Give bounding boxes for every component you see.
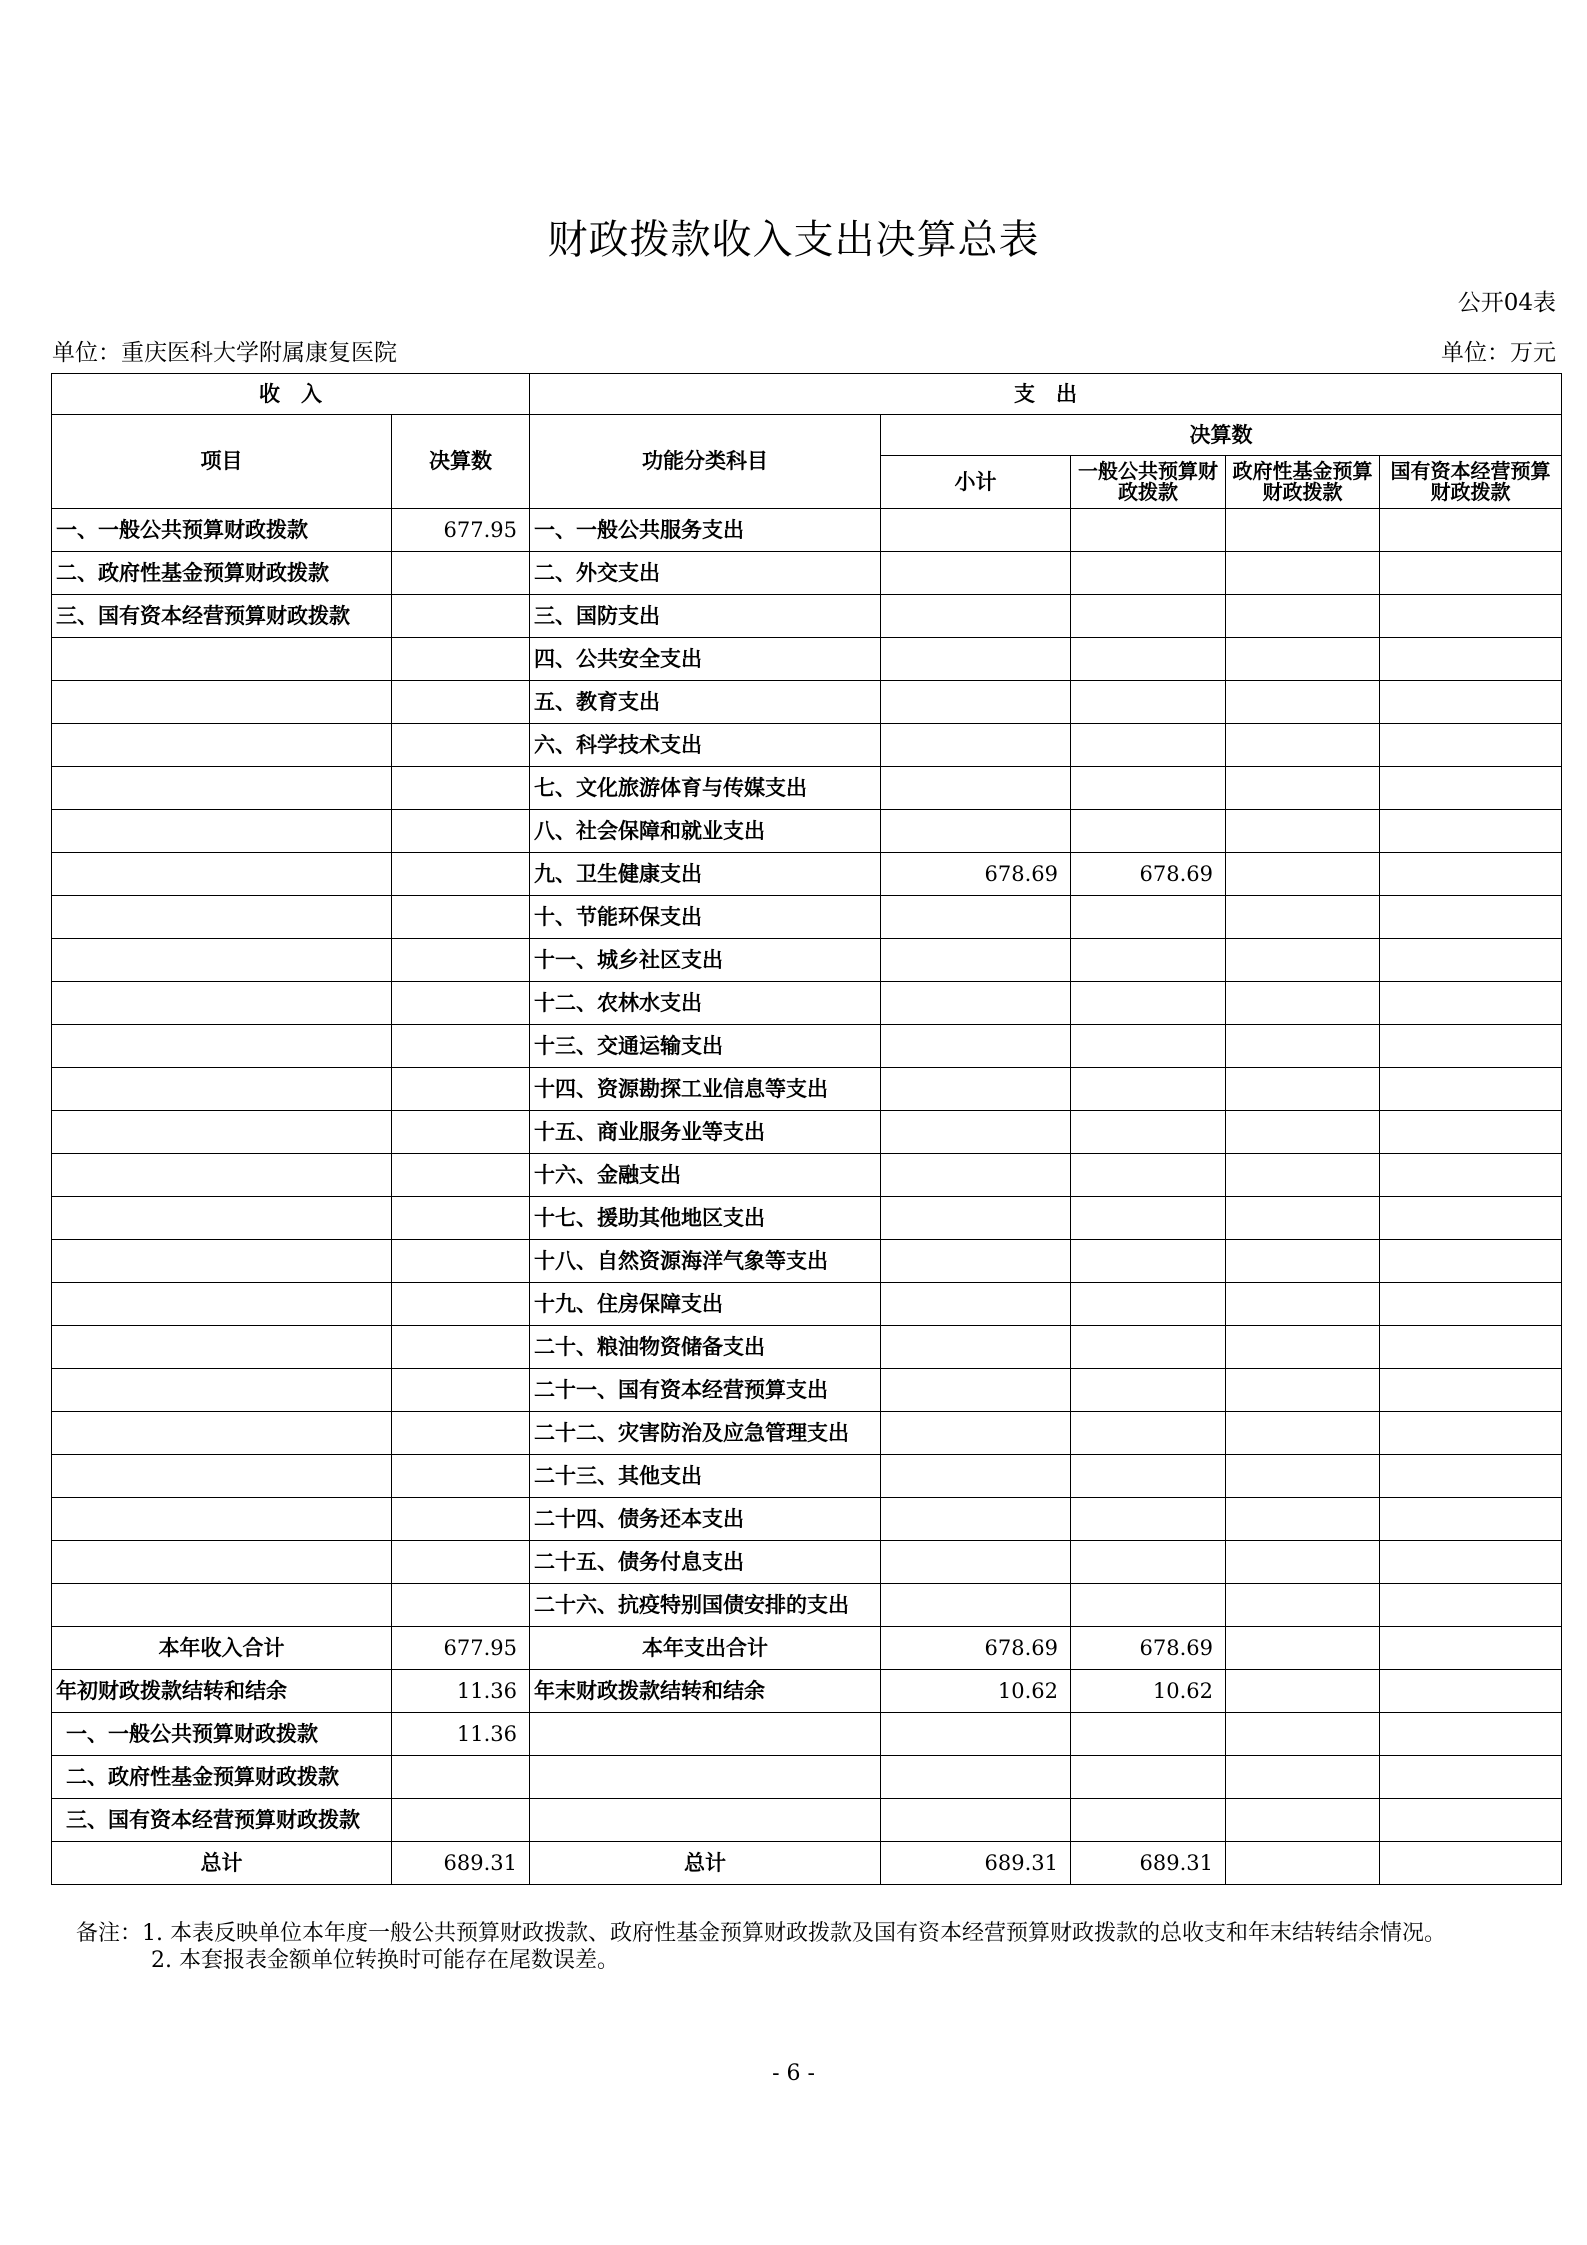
income-item bbox=[52, 1541, 392, 1584]
year-expense-capital bbox=[1380, 1627, 1562, 1670]
income-item bbox=[52, 681, 392, 724]
income-amount bbox=[392, 595, 530, 638]
income-amount bbox=[392, 1240, 530, 1283]
grand-total-out-label: 总计 bbox=[530, 1842, 881, 1885]
expense-capital bbox=[1380, 1412, 1562, 1455]
table-row bbox=[52, 1154, 1562, 1197]
expense-general bbox=[1071, 1498, 1226, 1541]
expense-subtotal bbox=[881, 681, 1071, 724]
begin-balance-amount: 11.36 bbox=[392, 1670, 530, 1713]
expense-subtotal bbox=[881, 1068, 1071, 1111]
expense-capital bbox=[1380, 595, 1562, 638]
year-expense-fund bbox=[1226, 1627, 1380, 1670]
expense-fund bbox=[1226, 1326, 1380, 1369]
year-expense-label: 本年支出合计 bbox=[530, 1627, 881, 1670]
expense-item: 十、节能环保支出 bbox=[530, 896, 881, 939]
expense-fund bbox=[1226, 1197, 1380, 1240]
expense-subtotal: 678.69 bbox=[881, 853, 1071, 896]
begin-general-label: 一、一般公共预算财政拨款 bbox=[52, 1713, 392, 1756]
income-amount bbox=[392, 1541, 530, 1584]
empty-cell bbox=[392, 1799, 530, 1842]
expense-item: 四、公共安全支出 bbox=[530, 638, 881, 681]
expense-capital bbox=[1380, 1025, 1562, 1068]
expense-capital bbox=[1380, 810, 1562, 853]
expense-fund bbox=[1226, 939, 1380, 982]
end-balance-general: 10.62 bbox=[1071, 1670, 1226, 1713]
expense-general bbox=[1071, 681, 1226, 724]
income-item bbox=[52, 1584, 392, 1627]
year-expense-general: 678.69 bbox=[1071, 1627, 1226, 1670]
income-item bbox=[52, 1197, 392, 1240]
expense-subtotal bbox=[881, 1111, 1071, 1154]
expense-general bbox=[1071, 552, 1226, 595]
income-amount bbox=[392, 724, 530, 767]
empty-cell bbox=[1071, 1756, 1226, 1799]
income-amount bbox=[392, 1412, 530, 1455]
expense-subtotal bbox=[881, 1197, 1071, 1240]
expense-fund bbox=[1226, 1068, 1380, 1111]
grand-total-out-fund bbox=[1226, 1842, 1380, 1885]
note-2: 2. 本套报表金额单位转换时可能存在尾数误差。 bbox=[151, 1948, 619, 1973]
expense-subtotal bbox=[881, 595, 1071, 638]
income-item: 一、一般公共预算财政拨款 bbox=[52, 509, 392, 552]
expense-fund bbox=[1226, 552, 1380, 595]
expense-fund bbox=[1226, 1541, 1380, 1584]
expense-subtotal bbox=[881, 1498, 1071, 1541]
expense-capital bbox=[1380, 1498, 1562, 1541]
expense-fund bbox=[1226, 724, 1380, 767]
expense-item: 十四、资源勘探工业信息等支出 bbox=[530, 1068, 881, 1111]
expense-general bbox=[1071, 1111, 1226, 1154]
unit-measure: 单位：万元 bbox=[1441, 340, 1556, 366]
expense-fund bbox=[1226, 982, 1380, 1025]
expense-item: 二十三、其他支出 bbox=[530, 1455, 881, 1498]
expense-general bbox=[1071, 1154, 1226, 1197]
expense-capital bbox=[1380, 1068, 1562, 1111]
grand-total-out-capital bbox=[1380, 1842, 1562, 1885]
table-row bbox=[52, 552, 1562, 595]
year-income-amount: 677.95 bbox=[392, 1627, 530, 1670]
expense-general bbox=[1071, 724, 1226, 767]
empty-cell bbox=[881, 1756, 1071, 1799]
table-row bbox=[52, 595, 1562, 638]
end-balance-fund bbox=[1226, 1670, 1380, 1713]
income-item: 三、国有资本经营预算财政拨款 bbox=[52, 595, 392, 638]
expense-capital bbox=[1380, 1455, 1562, 1498]
table-row bbox=[52, 1283, 1562, 1326]
end-balance-capital bbox=[1380, 1670, 1562, 1713]
expense-item: 六、科学技术支出 bbox=[530, 724, 881, 767]
header-item: 项目 bbox=[52, 415, 392, 509]
income-item bbox=[52, 939, 392, 982]
expense-capital bbox=[1380, 1541, 1562, 1584]
header-subtotal: 小计 bbox=[881, 456, 1071, 509]
expense-general bbox=[1071, 1541, 1226, 1584]
income-amount bbox=[392, 552, 530, 595]
expense-general bbox=[1071, 767, 1226, 810]
income-amount bbox=[392, 681, 530, 724]
expense-general bbox=[1071, 638, 1226, 681]
grand-total-in-amount: 689.31 bbox=[392, 1842, 530, 1885]
expense-item: 二十、粮油物资储备支出 bbox=[530, 1326, 881, 1369]
expense-subtotal bbox=[881, 896, 1071, 939]
table-body bbox=[52, 509, 1562, 1627]
empty-cell bbox=[881, 1799, 1071, 1842]
expense-subtotal bbox=[881, 1455, 1071, 1498]
expense-capital bbox=[1380, 939, 1562, 982]
income-item bbox=[52, 1326, 392, 1369]
income-item bbox=[52, 853, 392, 896]
expense-fund bbox=[1226, 595, 1380, 638]
expense-capital bbox=[1380, 724, 1562, 767]
table-row bbox=[52, 853, 1562, 896]
expense-fund bbox=[1226, 810, 1380, 853]
expense-item: 十二、农林水支出 bbox=[530, 982, 881, 1025]
begin-capital-label: 三、国有资本经营预算财政拨款 bbox=[52, 1799, 392, 1842]
expense-fund bbox=[1226, 853, 1380, 896]
income-item bbox=[52, 1369, 392, 1412]
expense-fund bbox=[1226, 638, 1380, 681]
expense-fund bbox=[1226, 681, 1380, 724]
expense-capital bbox=[1380, 853, 1562, 896]
expense-general bbox=[1071, 595, 1226, 638]
empty-cell bbox=[1226, 1713, 1380, 1756]
header-general-budget: 一般公共预算财政拨款 bbox=[1071, 456, 1226, 509]
income-item bbox=[52, 896, 392, 939]
expense-capital bbox=[1380, 509, 1562, 552]
expense-fund bbox=[1226, 1369, 1380, 1412]
expense-fund bbox=[1226, 896, 1380, 939]
expense-capital bbox=[1380, 767, 1562, 810]
expense-capital bbox=[1380, 638, 1562, 681]
income-amount bbox=[392, 767, 530, 810]
table-row bbox=[52, 1197, 1562, 1240]
income-amount bbox=[392, 1326, 530, 1369]
expense-general bbox=[1071, 1369, 1226, 1412]
expense-capital bbox=[1380, 681, 1562, 724]
expense-subtotal bbox=[881, 767, 1071, 810]
expense-general bbox=[1071, 1240, 1226, 1283]
expense-subtotal bbox=[881, 638, 1071, 681]
income-item bbox=[52, 982, 392, 1025]
expense-capital bbox=[1380, 1326, 1562, 1369]
expense-item: 十九、住房保障支出 bbox=[530, 1283, 881, 1326]
expense-subtotal bbox=[881, 724, 1071, 767]
fiscal-table bbox=[51, 373, 1562, 1885]
expense-fund bbox=[1226, 767, 1380, 810]
expense-capital bbox=[1380, 1240, 1562, 1283]
expense-capital bbox=[1380, 1369, 1562, 1412]
end-balance-label: 年末财政拨款结转和结余 bbox=[530, 1670, 881, 1713]
income-amount bbox=[392, 1111, 530, 1154]
notes bbox=[76, 1920, 1576, 1974]
expense-item: 八、社会保障和就业支出 bbox=[530, 810, 881, 853]
expense-capital bbox=[1380, 1584, 1562, 1627]
table-row bbox=[52, 509, 1562, 552]
income-amount bbox=[392, 1369, 530, 1412]
empty-cell bbox=[392, 1756, 530, 1799]
expense-item: 二、外交支出 bbox=[530, 552, 881, 595]
expense-fund bbox=[1226, 1154, 1380, 1197]
income-item bbox=[52, 1455, 392, 1498]
report-title: 财政拨款收入支出决算总表 bbox=[547, 217, 1040, 263]
expense-general bbox=[1071, 1283, 1226, 1326]
income-amount bbox=[392, 1584, 530, 1627]
income-item bbox=[52, 724, 392, 767]
expense-subtotal bbox=[881, 552, 1071, 595]
table-row bbox=[52, 1455, 1562, 1498]
expense-item: 五、教育支出 bbox=[530, 681, 881, 724]
income-item bbox=[52, 1111, 392, 1154]
income-item bbox=[52, 1025, 392, 1068]
expense-general bbox=[1071, 939, 1226, 982]
empty-cell bbox=[1071, 1713, 1226, 1756]
income-amount bbox=[392, 1455, 530, 1498]
empty-cell bbox=[1071, 1799, 1226, 1842]
expense-fund bbox=[1226, 1111, 1380, 1154]
page-number: - 6 - bbox=[772, 2061, 815, 2086]
expense-item: 十七、援助其他地区支出 bbox=[530, 1197, 881, 1240]
expense-capital bbox=[1380, 1283, 1562, 1326]
expense-subtotal bbox=[881, 982, 1071, 1025]
expense-general bbox=[1071, 1197, 1226, 1240]
empty-cell bbox=[1380, 1799, 1562, 1842]
income-amount bbox=[392, 896, 530, 939]
income-amount bbox=[392, 1025, 530, 1068]
income-amount: 677.95 bbox=[392, 509, 530, 552]
expense-item: 七、文化旅游体育与传媒支出 bbox=[530, 767, 881, 810]
empty-cell bbox=[1226, 1799, 1380, 1842]
expense-general bbox=[1071, 810, 1226, 853]
empty-cell bbox=[1380, 1756, 1562, 1799]
income-amount bbox=[392, 982, 530, 1025]
expense-item: 十六、金融支出 bbox=[530, 1154, 881, 1197]
income-item bbox=[52, 1068, 392, 1111]
expense-fund bbox=[1226, 1283, 1380, 1326]
table-row bbox=[52, 1369, 1562, 1412]
empty-cell bbox=[530, 1799, 881, 1842]
expense-item: 二十四、债务还本支出 bbox=[530, 1498, 881, 1541]
grand-total-out-general: 689.31 bbox=[1071, 1842, 1226, 1885]
table-row bbox=[52, 1240, 1562, 1283]
empty-cell bbox=[530, 1756, 881, 1799]
expense-general bbox=[1071, 896, 1226, 939]
income-item bbox=[52, 810, 392, 853]
table-row bbox=[52, 724, 1562, 767]
expense-general bbox=[1071, 1584, 1226, 1627]
table-row bbox=[52, 1541, 1562, 1584]
year-expense-subtotal: 678.69 bbox=[881, 1627, 1071, 1670]
expense-subtotal bbox=[881, 1541, 1071, 1584]
expense-fund bbox=[1226, 1455, 1380, 1498]
empty-cell bbox=[881, 1713, 1071, 1756]
note-1: 备注：1. 本表反映单位本年度一般公共预算财政拨款、政府性基金预算财政拨款及国有资本经营预算财政拨款的总收支和年末结转结余情况。 bbox=[76, 1921, 1446, 1946]
expense-capital bbox=[1380, 1197, 1562, 1240]
expense-general bbox=[1071, 982, 1226, 1025]
table-row bbox=[52, 638, 1562, 681]
expense-capital bbox=[1380, 552, 1562, 595]
header-gov-fund: 政府性基金预算财政拨款 bbox=[1226, 456, 1380, 509]
expense-item: 三、国防支出 bbox=[530, 595, 881, 638]
table-row bbox=[52, 681, 1562, 724]
table-row bbox=[52, 1025, 1562, 1068]
table-row bbox=[52, 1412, 1562, 1455]
table-row bbox=[52, 982, 1562, 1025]
income-item bbox=[52, 1154, 392, 1197]
expense-fund bbox=[1226, 1584, 1380, 1627]
income-amount bbox=[392, 638, 530, 681]
income-amount bbox=[392, 810, 530, 853]
expense-general bbox=[1071, 1068, 1226, 1111]
expense-general: 678.69 bbox=[1071, 853, 1226, 896]
income-amount bbox=[392, 853, 530, 896]
expense-item: 九、卫生健康支出 bbox=[530, 853, 881, 896]
expense-item: 二十五、债务付息支出 bbox=[530, 1541, 881, 1584]
expense-subtotal bbox=[881, 1369, 1071, 1412]
expense-subtotal bbox=[881, 1326, 1071, 1369]
header-final-amount: 决算数 bbox=[881, 415, 1562, 456]
empty-cell bbox=[530, 1713, 881, 1756]
table-row bbox=[52, 896, 1562, 939]
expense-item: 一、一般公共服务支出 bbox=[530, 509, 881, 552]
income-amount bbox=[392, 1498, 530, 1541]
empty-cell bbox=[1226, 1756, 1380, 1799]
expense-item: 二十六、抗疫特别国债安排的支出 bbox=[530, 1584, 881, 1627]
expense-subtotal bbox=[881, 1584, 1071, 1627]
income-item bbox=[52, 638, 392, 681]
expense-item: 十八、自然资源海洋气象等支出 bbox=[530, 1240, 881, 1283]
expense-subtotal bbox=[881, 509, 1071, 552]
end-balance-subtotal: 10.62 bbox=[881, 1670, 1071, 1713]
grand-total-out-subtotal: 689.31 bbox=[881, 1842, 1071, 1885]
expense-subtotal bbox=[881, 1412, 1071, 1455]
income-item bbox=[52, 1240, 392, 1283]
income-amount bbox=[392, 939, 530, 982]
income-item bbox=[52, 1412, 392, 1455]
table-row bbox=[52, 1111, 1562, 1154]
unit-name: 单位：重庆医科大学附属康复医院 bbox=[52, 340, 397, 366]
expense-subtotal bbox=[881, 1283, 1071, 1326]
expense-item: 二十二、灾害防治及应急管理支出 bbox=[530, 1412, 881, 1455]
expense-subtotal bbox=[881, 1025, 1071, 1068]
expense-capital bbox=[1380, 1111, 1562, 1154]
header-expense: 支 出 bbox=[530, 374, 1562, 415]
expense-general bbox=[1071, 1326, 1226, 1369]
begin-fund-label: 二、政府性基金预算财政拨款 bbox=[52, 1756, 392, 1799]
expense-capital bbox=[1380, 982, 1562, 1025]
expense-item: 十五、商业服务业等支出 bbox=[530, 1111, 881, 1154]
form-number: 公开04表 bbox=[1457, 290, 1556, 316]
income-item: 二、政府性基金预算财政拨款 bbox=[52, 552, 392, 595]
header-income: 收 入 bbox=[52, 374, 530, 415]
expense-subtotal bbox=[881, 1154, 1071, 1197]
expense-fund bbox=[1226, 1498, 1380, 1541]
income-item bbox=[52, 1283, 392, 1326]
expense-capital bbox=[1380, 896, 1562, 939]
expense-fund bbox=[1226, 1240, 1380, 1283]
expense-general bbox=[1071, 509, 1226, 552]
table-row bbox=[52, 810, 1562, 853]
expense-subtotal bbox=[881, 1240, 1071, 1283]
grand-total-in-label: 总计 bbox=[52, 1842, 392, 1885]
header-amount: 决算数 bbox=[392, 415, 530, 509]
table-row bbox=[52, 1326, 1562, 1369]
expense-subtotal bbox=[881, 810, 1071, 853]
income-amount bbox=[392, 1068, 530, 1111]
begin-general-amount: 11.36 bbox=[392, 1713, 530, 1756]
table-row bbox=[52, 1068, 1562, 1111]
table-row bbox=[52, 767, 1562, 810]
begin-balance-label: 年初财政拨款结转和结余 bbox=[52, 1670, 392, 1713]
table-row bbox=[52, 1584, 1562, 1627]
income-item bbox=[52, 1498, 392, 1541]
expense-capital bbox=[1380, 1154, 1562, 1197]
empty-cell bbox=[1380, 1713, 1562, 1756]
expense-subtotal bbox=[881, 939, 1071, 982]
expense-fund bbox=[1226, 509, 1380, 552]
expense-fund bbox=[1226, 1025, 1380, 1068]
year-income-label: 本年收入合计 bbox=[52, 1627, 392, 1670]
expense-general bbox=[1071, 1025, 1226, 1068]
expense-item: 二十一、国有资本经营预算支出 bbox=[530, 1369, 881, 1412]
table-row bbox=[52, 1498, 1562, 1541]
expense-fund bbox=[1226, 1412, 1380, 1455]
expense-item: 十一、城乡社区支出 bbox=[530, 939, 881, 982]
income-amount bbox=[392, 1283, 530, 1326]
expense-general bbox=[1071, 1455, 1226, 1498]
income-item bbox=[52, 767, 392, 810]
expense-item: 十三、交通运输支出 bbox=[530, 1025, 881, 1068]
income-amount bbox=[392, 1154, 530, 1197]
expense-general bbox=[1071, 1412, 1226, 1455]
table-row bbox=[52, 939, 1562, 982]
header-function-subject: 功能分类科目 bbox=[530, 415, 881, 509]
header-state-capital: 国有资本经营预算财政拨款 bbox=[1380, 456, 1562, 509]
income-amount bbox=[392, 1197, 530, 1240]
